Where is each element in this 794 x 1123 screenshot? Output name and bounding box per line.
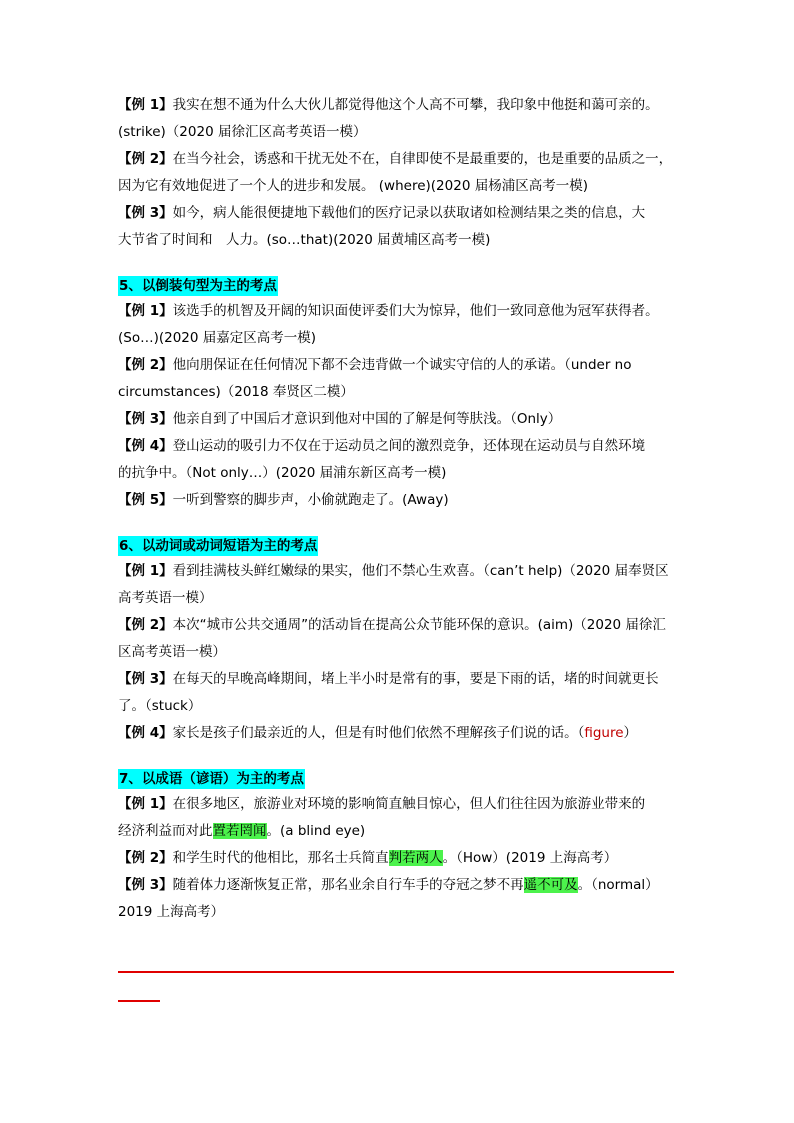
example-line xyxy=(118,612,678,639)
red-divider xyxy=(118,971,674,973)
example-text: 大节省了时间和 人力。(so…that)(2020 届黄埔区高考一模) xyxy=(118,232,491,248)
section-heading: 6、以动词或动词短语为主的考点 xyxy=(119,538,318,554)
example-text: circumstances)（2018 奉贤区二模） xyxy=(118,384,354,400)
example-text: 看到挂满枝头鲜红嫩绿的果实，他们不禁心生欢喜。（can’t help)（2020 届奉贤区 xyxy=(172,563,669,579)
example-text: 2019 上海高考） xyxy=(118,904,225,920)
example-text: 。（normal） xyxy=(577,877,659,893)
section-heading-row xyxy=(118,271,678,298)
example-tag: 【例 4】 xyxy=(118,725,173,741)
example-line xyxy=(118,872,678,899)
example-text: (So…)(2020 届嘉定区高考一模) xyxy=(118,330,317,346)
example-line xyxy=(118,146,678,173)
example-text: 区高考英语一模） xyxy=(118,644,226,660)
example-line xyxy=(118,200,678,227)
example-tag: 【例 2】 xyxy=(118,617,173,633)
example-text: 如今，病人能很便捷地下载他们的医疗记录以获取诸如检测结果之类的信息，大 xyxy=(172,205,646,221)
section-heading: 7、以成语（谚语）为主的考点 xyxy=(119,771,304,787)
idiom-highlight: 置若罔闻 xyxy=(212,823,267,839)
example-tag: 【例 3】 xyxy=(118,877,173,893)
example-text: 家长是孩子们最亲近的人，但是有时他们依然不理解孩子们说的话。（ xyxy=(172,725,585,741)
example-text: 和学生时代的他相比，那名士兵简直 xyxy=(172,850,389,866)
idiom-highlight: 判若两人 xyxy=(388,850,443,866)
example-text: 在当今社会，诱惑和干扰无处不在，自律即使不是最重要的，也是重要的品质之一， xyxy=(172,151,673,167)
example-line xyxy=(118,720,678,747)
example-line xyxy=(118,639,678,666)
example-tag: 【例 5】 xyxy=(118,492,173,508)
example-tag: 【例 2】 xyxy=(118,357,173,373)
example-text: 我实在想不通为什么大伙儿都觉得他这个人高不可攀，我印象中他挺和蔼可亲的。 xyxy=(172,97,659,113)
example-line xyxy=(118,666,678,693)
example-line xyxy=(118,558,678,585)
example-text: 因为它有效地促进了一个人的进步和发展。 (where)(2020 届杨浦区高考一模) xyxy=(118,178,588,194)
example-line xyxy=(118,325,678,352)
example-text: 高考英语一模） xyxy=(118,590,213,606)
example-line xyxy=(118,487,678,514)
red-divider-short xyxy=(118,1000,160,1002)
document-body xyxy=(118,92,678,926)
example-text: 他亲自到了中国后才意识到他对中国的了解是何等肤浅。（Only） xyxy=(172,411,562,427)
example-line xyxy=(118,460,678,487)
section-heading-row xyxy=(118,764,678,791)
example-tag: 【例 3】 xyxy=(118,205,173,221)
example-text: 经济利益而对此 xyxy=(118,823,213,839)
example-line xyxy=(118,352,678,379)
example-tag: 【例 3】 xyxy=(118,671,173,687)
example-tag: 【例 2】 xyxy=(118,151,173,167)
example-tag: 【例 1】 xyxy=(118,97,173,113)
example-text: 一听到警察的脚步声，小偷就跑走了。(Away) xyxy=(172,492,449,508)
example-text: 本次“城市公共交通周”的活动旨在提高公众节能环保的意识。(aim)（2020 届徐汇 xyxy=(172,617,666,633)
example-line xyxy=(118,899,678,926)
keyword-hint: figure xyxy=(584,725,624,741)
example-line xyxy=(118,845,678,872)
example-line xyxy=(118,92,678,119)
example-text: 随着体力逐渐恢复正常，那名业余自行车手的夺冠之梦不再 xyxy=(172,877,524,893)
example-text: (strike)（2020 届徐汇区高考英语一模） xyxy=(118,124,367,140)
example-tag: 【例 1】 xyxy=(118,563,173,579)
example-line xyxy=(118,379,678,406)
example-text: 在很多地区，旅游业对环境的影响简直触目惊心，但人们往往因为旅游业带来的 xyxy=(172,796,646,812)
example-line xyxy=(118,791,678,818)
example-text: 登山运动的吸引力不仅在于运动员之间的激烈竞争，还体现在运动员与自然环境 xyxy=(172,438,646,454)
example-text: 。(a blind eye) xyxy=(266,823,366,839)
example-text: ） xyxy=(623,725,638,741)
example-tag: 【例 1】 xyxy=(118,303,173,319)
example-line xyxy=(118,433,678,460)
example-line xyxy=(118,693,678,720)
section-heading: 5、以倒装句型为主的考点 xyxy=(119,278,277,294)
example-text: 了。（stuck） xyxy=(118,698,202,714)
example-tag: 【例 2】 xyxy=(118,850,173,866)
example-line xyxy=(118,818,678,845)
example-line xyxy=(118,585,678,612)
section-heading-row xyxy=(118,531,678,558)
example-line xyxy=(118,119,678,146)
example-line xyxy=(118,406,678,433)
example-line xyxy=(118,173,678,200)
example-tag: 【例 1】 xyxy=(118,796,173,812)
example-text: 。（How）(2019 上海高考） xyxy=(442,850,618,866)
example-line xyxy=(118,298,678,325)
idiom-highlight: 遥不可及 xyxy=(523,877,578,893)
example-text: 在每天的早晚高峰期间，堵上半小时是常有的事，要是下雨的话，堵的时间就更长 xyxy=(172,671,659,687)
example-tag: 【例 4】 xyxy=(118,438,173,454)
example-text: 该选手的机智及开阔的知识面使评委们大为惊异，他们一致同意他为冠军获得者。 xyxy=(172,303,659,319)
example-tag: 【例 3】 xyxy=(118,411,173,427)
example-text: 的抗争中。（Not only…）(2020 届浦东新区高考一模) xyxy=(118,465,447,481)
example-text: 他向朋保证在任何情况下都不会违背做一个诚实守信的人的承诺。（under no xyxy=(172,357,632,373)
example-line xyxy=(118,227,678,254)
